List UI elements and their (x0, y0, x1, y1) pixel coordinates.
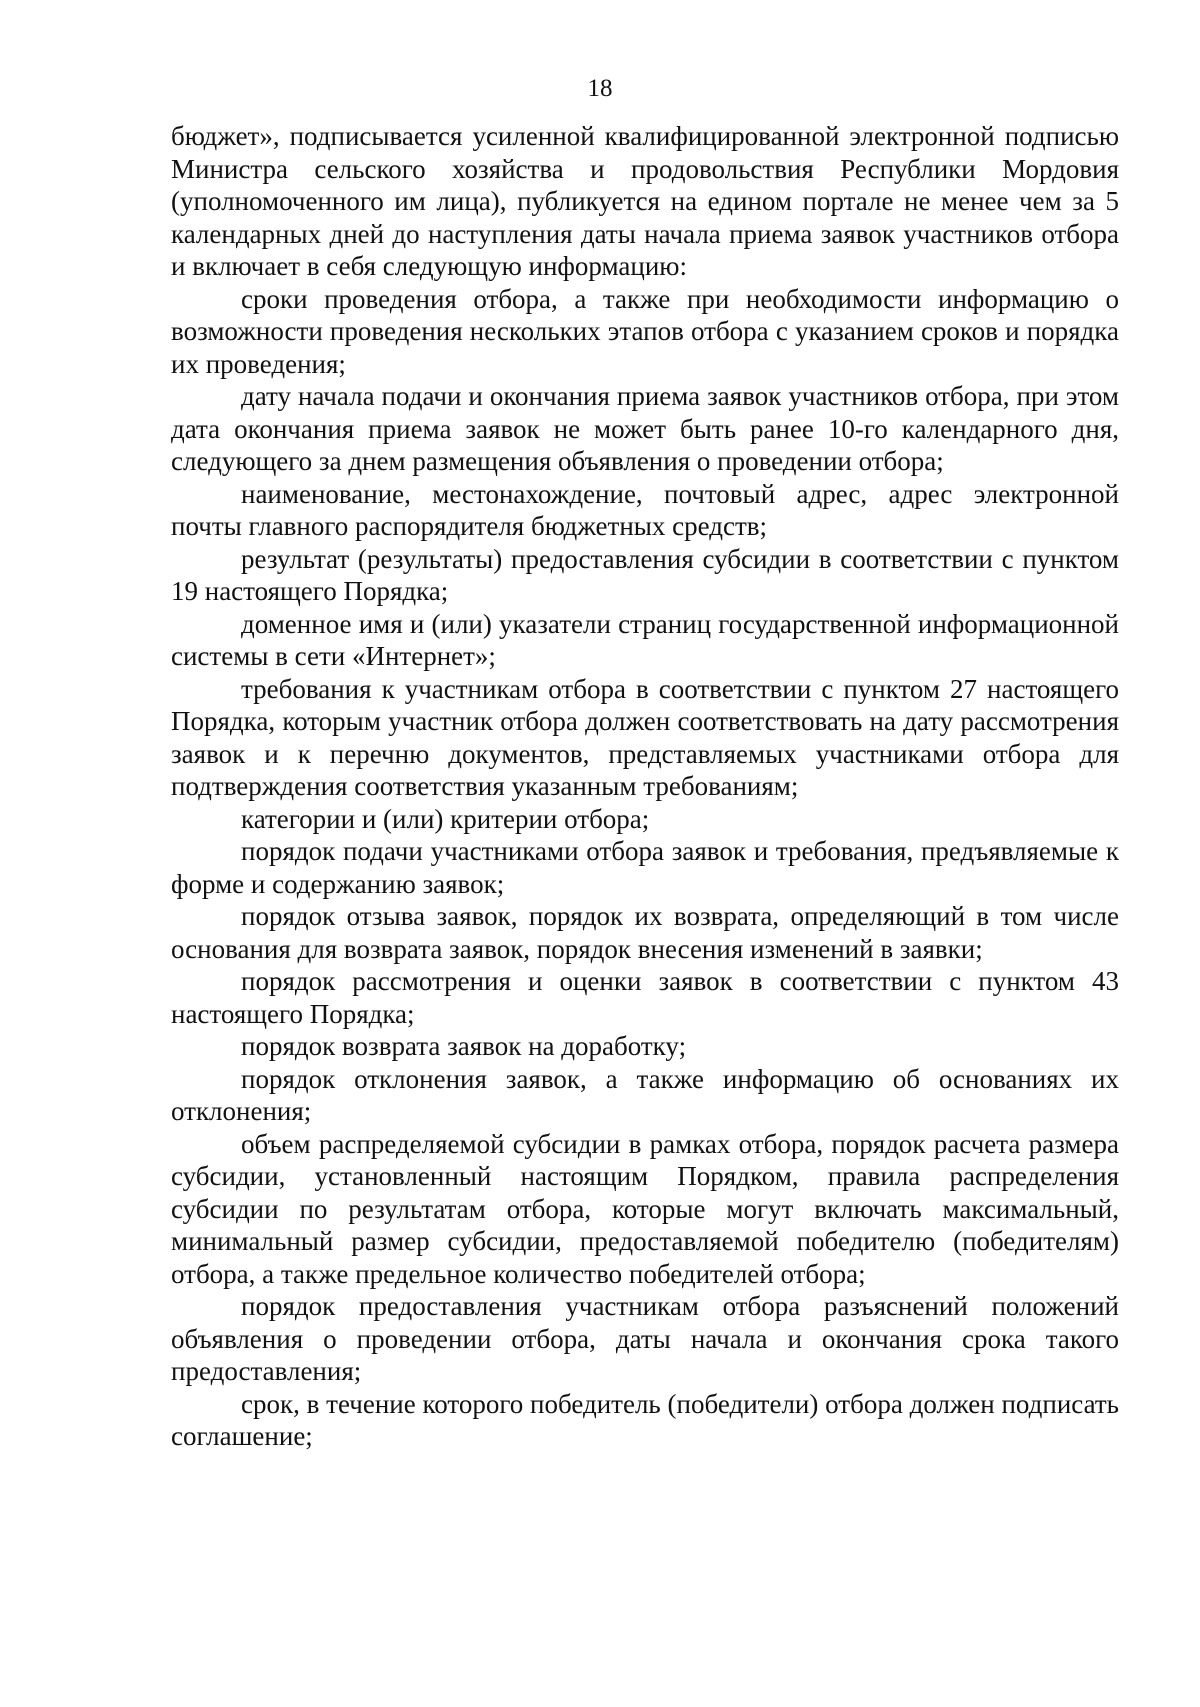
paragraph: порядок подачи участниками отбора заявок и требования, предъявляемые к форме и содержанию заявок; (171, 836, 1119, 899)
paragraph: порядок возврата заявок на доработку; (241, 1031, 687, 1061)
paragraph: дату начала подачи и окончания приема заявок участников отбора, при этом дата окончания приема заявок не может быть ранее 10-го календарного дня, следующего за днем размещения объявления о проведении отбора; (171, 381, 1119, 476)
paragraph: требования к участникам отбора в соответствии с пунктом 27 настоящего Порядка, которым участник отбора должен соответствовать на дату рассмотрения заявок и к перечню документов, представляемых участниками отбора для подтверждения соответствия указанным требованиям; (171, 673, 1119, 801)
page-number: 18 (587, 75, 613, 102)
paragraph: срок, в течение которого победитель (победители) отбора должен подписать соглашение; (171, 1388, 1119, 1451)
paragraph: доменное имя и (или) указатели страниц государственной информационной системы в сети «Интернет»; (171, 608, 1119, 671)
paragraph-continuation: бюджет», подписывается усиленной квалифицированной электронной подписью Министра сельского хозяйства и продовольствия Республики Мордовия (уполномоченного им лица), публикуется на едином портале не менее чем за 5 календарных дней до наступления даты начала приема заявок участников отбора и включает в себя следующую информацию: (171, 121, 1119, 281)
paragraph: объем распределяемой субсидии в рамках отбора, порядок расчета размера субсидии, установленный настоящим Порядком, правила распределения субсидии по результатам отбора, которые могут включать максимальный, минимальный размер субсидии, предоставляемой победителю (победителям) отбора, а также предельное количество победителей отбора; (171, 1128, 1119, 1289)
paragraph: наименование, местонахождение, почтовый адрес, адрес электронной почты главного распорядителя бюджетных средств; (171, 478, 1119, 541)
paragraph: порядок отклонения заявок, а также информацию об основаниях их отклонения; (171, 1063, 1119, 1126)
paragraph: сроки проведения отбора, а также при необходимости информацию о возможности проведения нескольких этапов отбора с указанием сроков и порядка их проведения; (171, 283, 1119, 379)
paragraph: категории и (или) критерии отбора; (241, 803, 650, 834)
paragraph: результат (результаты) предоставления субсидии в соответствии с пунктом 19 настоящего Порядка; (171, 543, 1119, 606)
paragraph: порядок рассмотрения и оценки заявок в соответствии с пунктом 43 настоящего Порядка; (171, 966, 1119, 1029)
paragraph: порядок отзыва заявок, порядок их возврата, определяющий в том числе основания для возврата заявок, порядок внесения изменений в заявки; (171, 901, 1119, 964)
paragraph: порядок предоставления участникам отбора разъяснений положений объявления о проведении отбора, даты начала и окончания срока такого предоставления; (171, 1291, 1119, 1386)
document-body (171, 120, 1119, 1453)
